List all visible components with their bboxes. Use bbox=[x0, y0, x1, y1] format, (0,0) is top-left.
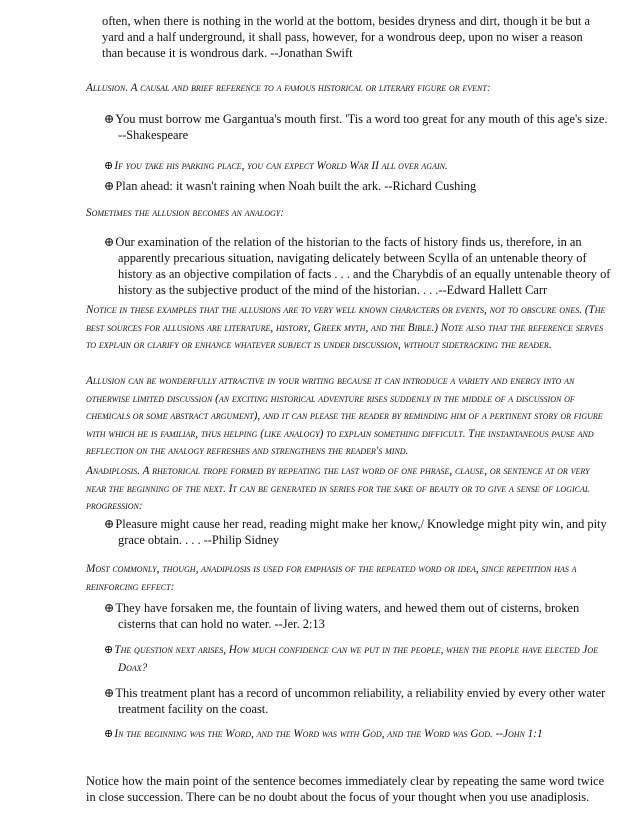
intro-quote: often, when there is nothing in the world at the bottom, besides dryness and dirt, though it be but a yard and a half underground, it shall pass, however, for a wondrous deep, upon no wiser a reason than because it is wondrous dark. --Jonathan Swift bbox=[102, 14, 590, 60]
allusion-paragraph: Allusion can be wonderfully attractive in your writing because it can introduce a variety and energy into an otherwise limited discussion (an exciting historical adventure rises suddenly in the middle of a discussion of chemicals or some abstract argument), and it can please the reader by reminding him of a pertinent story or figure with which he is familiar, thus helping (like analogy) to explain something difficult. The instantaneous pause and reflection on the analogy refreshes and strengthens the reader's mind. bbox=[86, 375, 603, 457]
allusion-example-3: ⊕ Plan ahead: it wasn't raining when Noah built the ark. --Richard Cushing bbox=[104, 178, 613, 194]
emphasis-example-2: ⊕ The question next arises, How much confidence can we put in the people, when the people have elected Joe Doax? bbox=[104, 642, 613, 677]
closing-paragraph: Notice how the main point of the sentence becomes immediately clear by repeating the same word twice in close succession. There can be no doubt about the focus of your thought when you use anadiplosis. bbox=[86, 774, 605, 804]
allusion-definition: Allusion. A causal and brief reference to a famous historical or literary figure or event: bbox=[86, 82, 491, 94]
emphasis-example-1: ⊕ They have forsaken me, the fountain of living waters, and hewed them out of cisterns, broken cisterns that can hold no water. --Jer. 2:13 bbox=[104, 600, 613, 632]
anadiplosis-definition: Anadiplosis. A rhetorical trope formed by repeating the last word of one phrase, clause, or sentence at or very near the beginning of the next. It can be generated in series for the sake of beauty or to give a sense of logical progression: bbox=[86, 465, 590, 512]
allusion-example-1: ⊕ You must borrow me Gargantua's mouth first. 'Tis a word too great for any mouth of this age's size. --Shakespeare bbox=[104, 111, 613, 143]
analogy-lead: Sometimes the allusion becomes an analogy: bbox=[86, 207, 284, 219]
anadiplosis-example: ⊕ Pleasure might cause her read, reading might make her know,/ Knowledge might pity win, and pity grace obtain. . . . --Philip Sidney bbox=[104, 516, 613, 548]
emphasis-example-3: ⊕ This treatment plant has a record of uncommon reliability, a reliability envied by every other water treatment facility on the coast. bbox=[104, 685, 613, 717]
emphasis-example-4: ⊕ In the beginning was the Word, and the Word was with God, and the Word was God. --John 1:1 bbox=[104, 726, 613, 744]
allusion-example-2: ⊕ If you take his parking place, you can expect World War II all over again. bbox=[104, 158, 613, 176]
emphasis-lead: Most commonly, though, anadiplosis is used for emphasis of the repeated word or idea, since repetition has a reinforcing effect: bbox=[86, 563, 577, 593]
notice-paragraph: Notice in these examples that the allusions are to very well known characters or events, not to obscure ones. (The best sources for allusions are literature, history, Greek myth, and the Bible.) Note also that the reference serves to explain or clarify or enhance whatever subject is under discussion, without sidetracking the reader. bbox=[86, 304, 606, 351]
analogy-example: ⊕ Our examination of the relation of the historian to the facts of history finds us, therefore, in an apparently precarious situation, navigating delicately between Scylla of an untenable theory of history as an objective compilation of facts . . . and the Charybdis of an equally untenable theory of history as the subjective product of the mind of the historian. . . .--Edward Hallett Carr bbox=[104, 234, 613, 298]
